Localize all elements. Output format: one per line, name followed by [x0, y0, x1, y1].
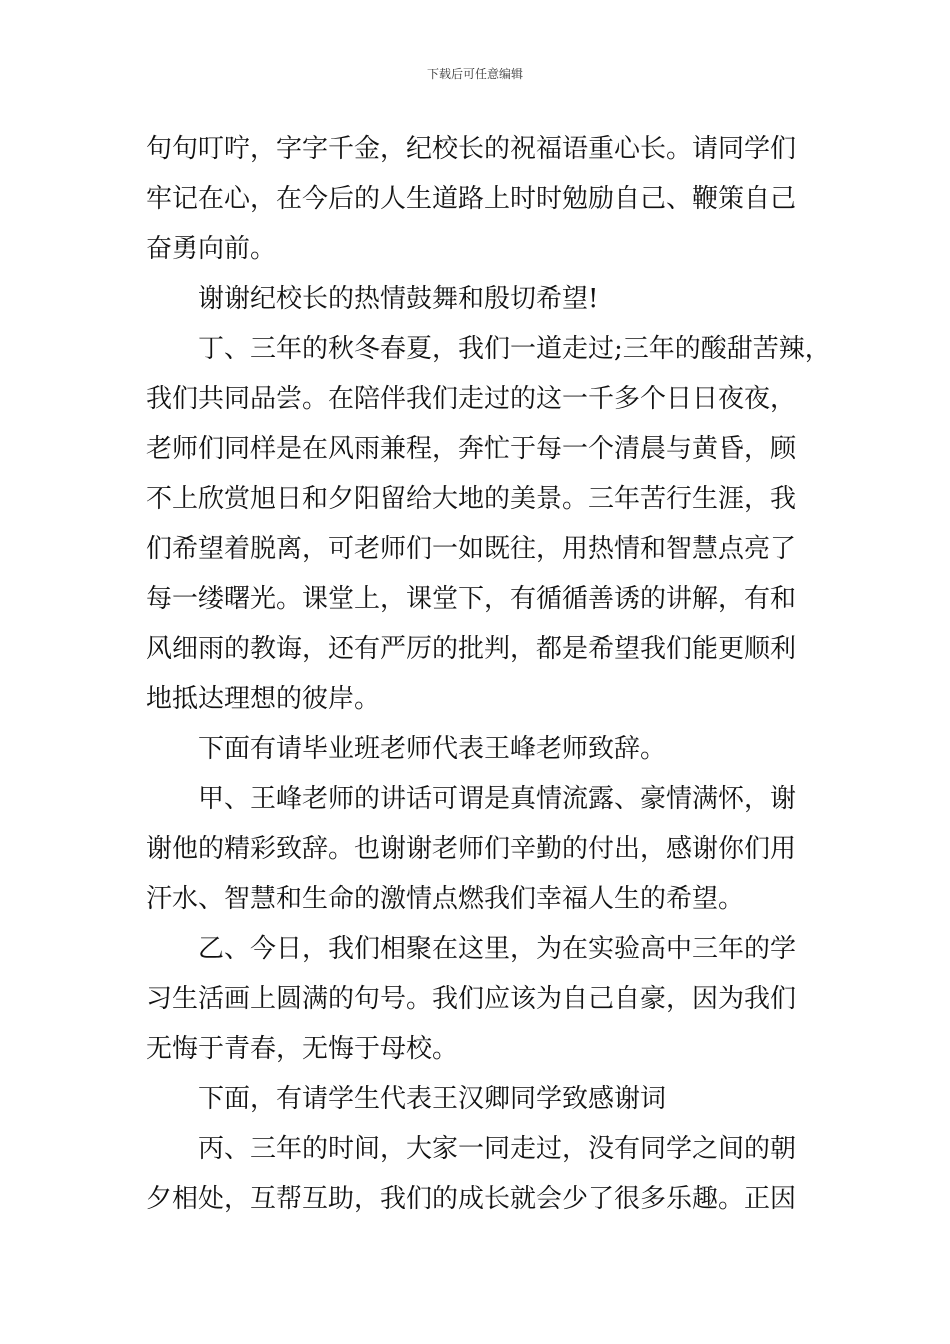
text-line: 习生活画上圆满的句号。我们应该为自己自豪，因为我们 — [146, 984, 797, 1014]
text-line: 汗水、智慧和生命的激情点燃我们幸福人生的希望。 — [146, 884, 745, 914]
text-line: 们希望着脱离，可老师们一如既往，用热情和智慧点亮了 — [146, 534, 797, 564]
text-line: 每一缕曙光。课堂上，课堂下，有循循善诱的讲解，有和 — [146, 584, 797, 614]
text-line: 夕相处，互帮互助，我们的成长就会少了很多乐趣。正因 — [146, 1184, 797, 1214]
text-line: 不上欣赏旭日和夕阳留给大地的美景。三年苦行生涯，我 — [146, 484, 797, 514]
text-line: 句句叮咛，字字千金，纪校长的祝福语重心长。请同学们 — [146, 134, 797, 164]
page-header: 下载后可任意编辑 — [426, 67, 523, 81]
text-line: 无悔于青春，无悔于母校。 — [146, 1034, 459, 1064]
text-line: 地抵达理想的彼岸。 — [146, 684, 381, 714]
text-line: 乙、今日，我们相聚在这里，为在实验高中三年的学 — [198, 934, 797, 964]
text-line: 丁、三年的秋冬春夏，我们一道走过;三年的酸甜苦辣， — [198, 334, 831, 364]
text-line: 老师们同样是在风雨兼程，奔忙于每一个清晨与黄昏，顾 — [146, 434, 797, 464]
text-line: 牢记在心，在今后的人生道路上时时勉励自己、鞭策自己 — [146, 184, 797, 214]
text-line: 奋勇向前。 — [146, 234, 277, 264]
text-line: 风细雨的教诲，还有严厉的批判，都是希望我们能更顺利 — [146, 634, 797, 664]
text-line: 丙、三年的时间，大家一同走过，没有同学之间的朝 — [198, 1134, 797, 1164]
text-line: 谢他的精彩致辞。也谢谢老师们辛勤的付出，感谢你们用 — [146, 834, 797, 864]
text-line: 甲、王峰老师的讲话可谓是真情流露、豪情满怀，谢 — [198, 784, 797, 814]
text-line: 我们共同品尝。在陪伴我们走过的这一千多个日日夜夜， — [146, 384, 797, 414]
text-line: 下面有请毕业班老师代表王峰老师致辞。 — [198, 734, 667, 764]
text-line: 谢谢纪校长的热情鼓舞和殷切希望! — [198, 284, 599, 314]
text-line: 下面，有请学生代表王汉卿同学致感谢词 — [198, 1084, 667, 1114]
